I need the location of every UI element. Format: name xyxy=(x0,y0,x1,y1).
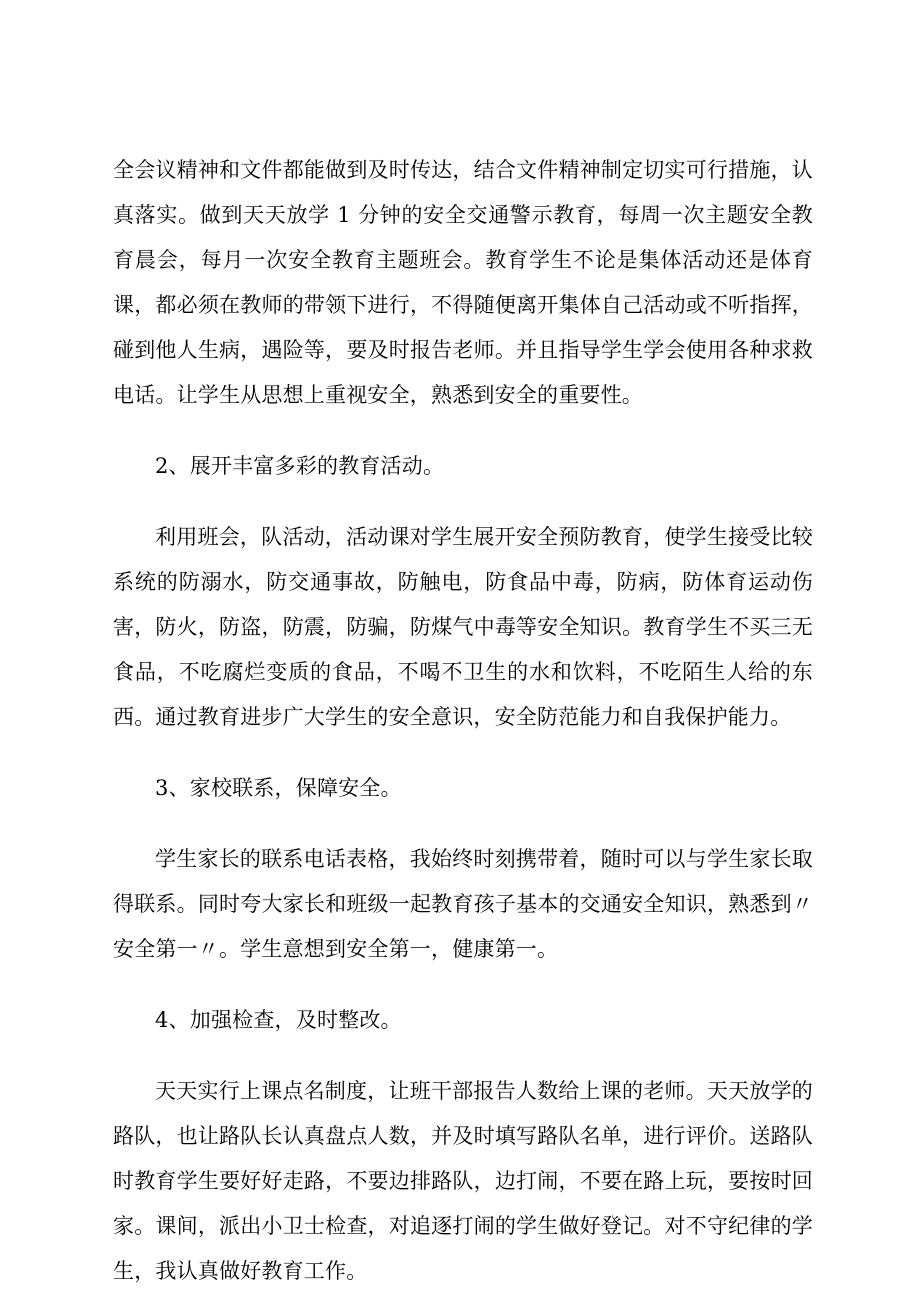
section-heading-home-school: 3、家校联系，保障安全。 xyxy=(155,776,402,800)
paragraph-gap xyxy=(113,1043,813,1069)
paragraph-safety-meetings: 全会议精神和文件都能做到及时传达，结合文件精神制定切实可行措施，认真落实。做到天天放学 1 分钟的安全交通警示教育，每周一次主题安全教育晨会，每月一次安全教育主题班会。教育学生不论是集体活动还是体育课，都必须在教师的带领下进行，不得随便离开集体自己活动或不听指挥，碰到他人生病，遇险等，要及时报告老师。并且指导学生学会使用各种求救电话。让学生从思想上重视安全，熟悉到安全的重要性。 xyxy=(113,158,813,407)
paragraph-inspection: 天天实行上课点名制度，让班干部报告人数给上课的老师。天天放学的路队，也让路队长认真盘点人数，并及时填写路队名单，进行评价。送路队时教育学生要好好走路，不要边排路队，边打闹，不要在路上玩，要按时回家。课间，派出小卫士检查，对追逐打闹的学生做好登记。对不守纪律的学生，我认真做好教育工作。 xyxy=(113,1079,813,1283)
paragraph-gap xyxy=(113,811,813,837)
paragraph-gap xyxy=(113,489,813,515)
paragraph-gap xyxy=(113,418,813,444)
document-body xyxy=(113,148,813,1294)
section-heading-education-activities: 2、展开丰富多彩的教育活动。 xyxy=(155,454,445,478)
paragraph-gap xyxy=(113,740,813,766)
paragraph-gap xyxy=(113,972,813,998)
paragraph-home-school: 学生家长的联系电话表格，我始终时刻携带着，随时可以与学生家长取得联系。同时夸大家长和班级一起教育孩子基本的交通安全知识，熟悉到〃安全第一〃。学生意想到安全第一，健康第一。 xyxy=(113,847,813,961)
paragraph-education-activities: 利用班会，队活动，活动课对学生展开安全预防教育，使学生接受比较系统的防溺水，防交通事故，防触电，防食品中毒，防病，防体育运动伤害，防火，防盗，防震，防骗，防煤气中毒等安全知识。教育学生不买三无食品，不吃腐烂变质的食品，不喝不卫生的水和饮料，不吃陌生人给的东西。通过教育进步广大学生的安全意识，安全防范能力和自我保护能力。 xyxy=(113,525,813,729)
section-heading-inspection: 4、加强检查，及时整改。 xyxy=(155,1008,402,1032)
